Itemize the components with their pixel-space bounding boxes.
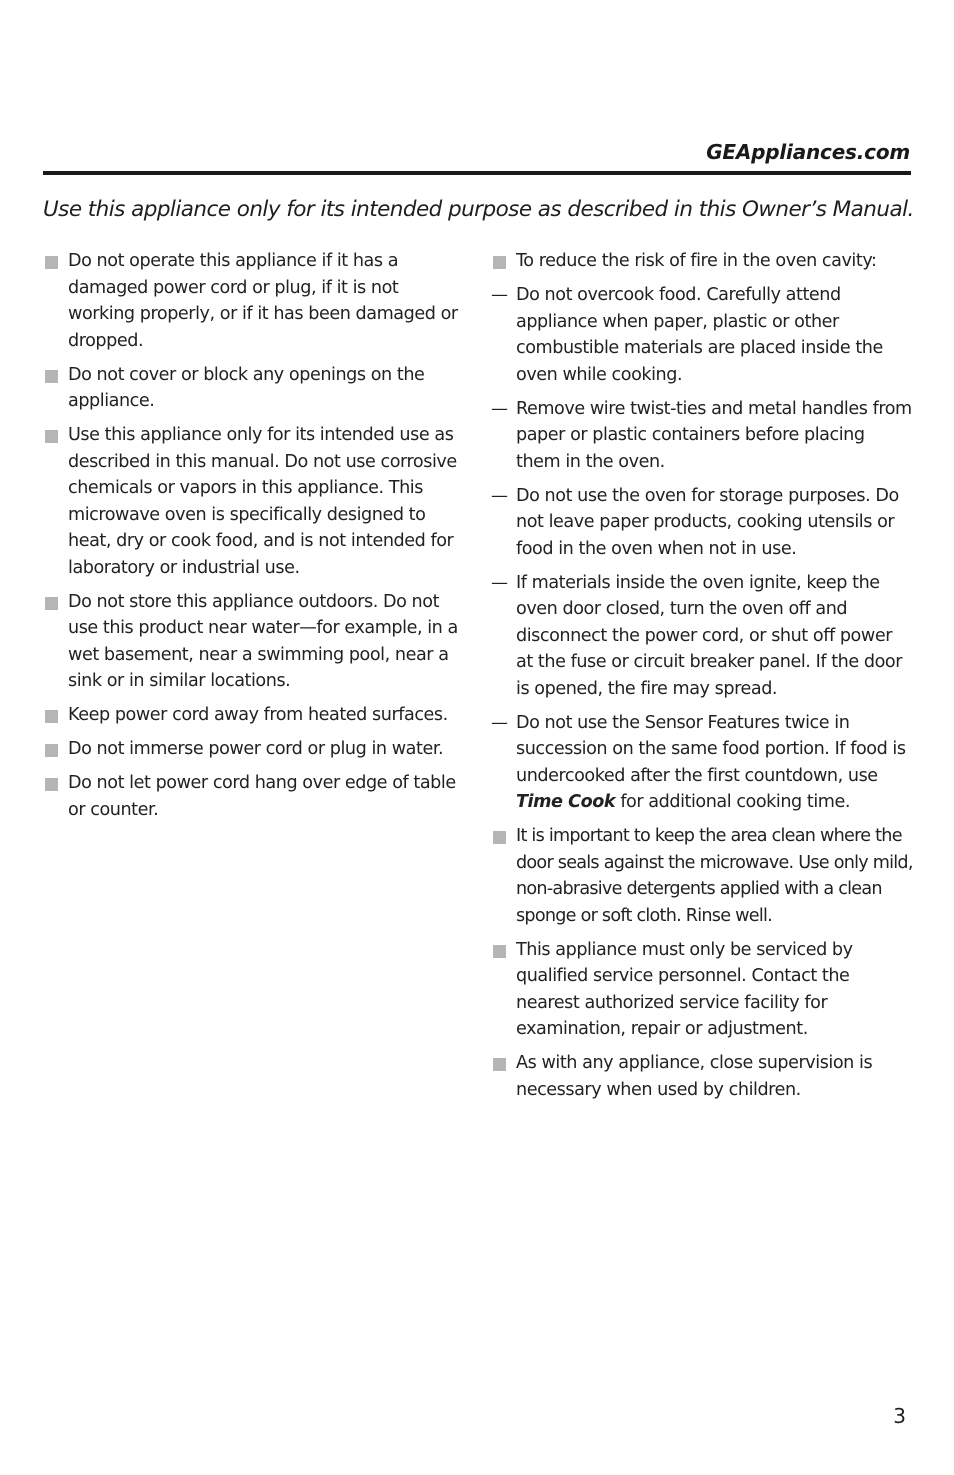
square-bullet-icon <box>493 945 506 958</box>
item-text: for additional cooking time. <box>615 792 850 812</box>
item-text: This appliance must only be serviced by qualified service personnel. Contact the nearest authorized service facility for examination, repair or adjustment. <box>516 939 853 1039</box>
item-text: To reduce the risk of fire in the oven cavity: <box>516 251 877 271</box>
dash-item <box>491 570 913 703</box>
square-bullet-icon <box>493 1058 506 1071</box>
square-bullet-icon <box>493 256 506 269</box>
square-bullet-icon <box>45 597 58 610</box>
square-bullet-icon <box>493 831 506 844</box>
item-text: Do not use the Sensor Features twice in succession on the same food portion. If food is undercooked after the first countdown, use <box>516 712 906 786</box>
em-dash-marker: — <box>491 572 508 593</box>
square-bullet-icon <box>45 778 58 791</box>
em-dash-marker: — <box>491 485 508 506</box>
item-text: Do not immerse power cord or plug in water. <box>68 739 444 759</box>
item-text: Do not use the oven for storage purposes. Do not leave paper products, cooking utensils or food in the oven when not in use. <box>516 485 899 559</box>
list-item <box>491 1050 913 1103</box>
intro-statement: Use this appliance only for its intended purpose as described in this Owner’s Manual. <box>43 197 914 222</box>
em-dash-marker: — <box>491 285 508 305</box>
em-dash-marker: — <box>491 712 508 733</box>
item-text: Do not store this appliance outdoors. Do not use this product near water—for example, in a wet basement, near a swimming pool, near a sink or in similar locations. <box>68 591 458 691</box>
item-text: Do not overcook food. Carefully attend appliance when paper, plastic or other combustible materials are placed inside the oven while cooking. <box>516 285 883 385</box>
item-text: If materials inside the oven ignite, keep the oven door closed, turn the oven off and disconnect the power cord, or shut off power at the fuse or circuit breaker panel. If the door is opened, the fire may spread. <box>516 572 903 699</box>
em-dash-marker: — <box>491 398 508 419</box>
list-item <box>491 248 913 275</box>
dash-item <box>491 282 913 388</box>
list-item <box>43 422 463 581</box>
left-column <box>43 248 463 831</box>
time-cook-emphasis: Time Cook <box>516 792 616 812</box>
item-text: As with any appliance, close supervision is necessary when used by children. <box>516 1053 873 1100</box>
list-item <box>491 823 913 929</box>
list-item <box>43 736 463 763</box>
dash-item <box>491 483 913 563</box>
right-column <box>491 248 913 1111</box>
item-text: Remove wire twist-ties and metal handles from paper or plastic containers before placing them in the oven. <box>516 398 912 472</box>
header-rule <box>43 171 911 175</box>
item-text: Do not cover or block any openings on the appliance. <box>68 364 425 411</box>
square-bullet-icon <box>45 744 58 757</box>
item-text: It is important to keep the area clean where the door seals against the microwave. Use only mild, non-abrasive detergents applied with a clean sponge or soft cloth. Rinse well. <box>516 826 913 926</box>
item-text: Keep power cord away from heated surfaces. <box>68 705 448 725</box>
page-number: 3 <box>893 1404 906 1428</box>
square-bullet-icon <box>45 430 58 443</box>
square-bullet-icon <box>45 256 58 269</box>
list-item <box>43 702 463 729</box>
list-item <box>43 589 463 695</box>
list-item <box>43 770 463 823</box>
website-url: GEAppliances.com <box>706 140 910 164</box>
list-item <box>491 937 913 1043</box>
dash-item <box>491 396 913 476</box>
square-bullet-icon <box>45 370 58 383</box>
dash-item <box>491 710 913 816</box>
list-item <box>43 362 463 415</box>
item-text: Do not let power cord hang over edge of table or counter. <box>68 773 456 820</box>
list-item <box>43 248 463 354</box>
item-text: Do not operate this appliance if it has a damaged power cord or plug, if it is not working properly, or if it has been damaged or dropped. <box>68 251 458 351</box>
square-bullet-icon <box>45 710 58 723</box>
item-text: Use this appliance only for its intended use as described in this manual. Do not use corrosive chemicals or vapors in this appliance. This microwave oven is specifically designed to heat, dry or cook food, and is not intended for laboratory or industrial use. <box>68 425 457 578</box>
